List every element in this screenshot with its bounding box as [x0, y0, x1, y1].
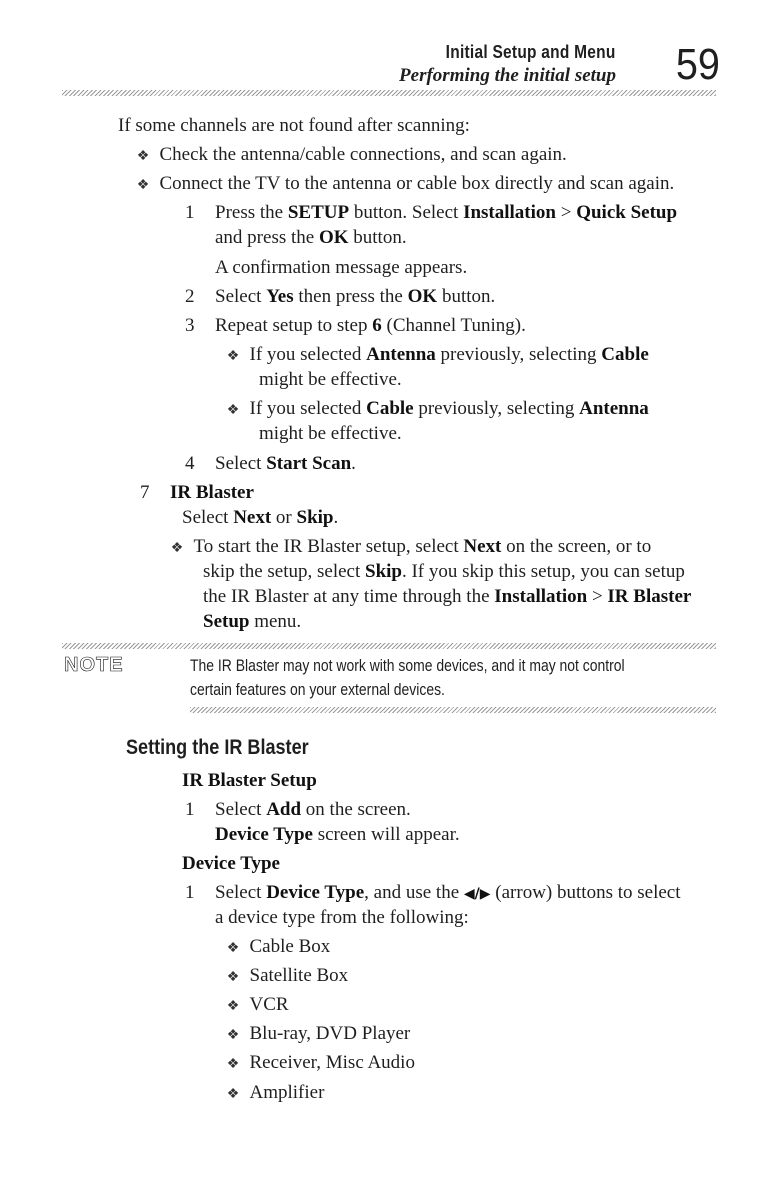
section-heading: Setting the IR Blaster	[126, 736, 309, 759]
section-subtitle: Performing the initial setup	[399, 65, 616, 86]
step-4-text: Select Start Scan.	[215, 453, 356, 474]
page-number: 59	[675, 40, 720, 89]
step-1-text-cont: and press the OK button.	[215, 227, 407, 248]
bullet-item: ❖ To start the IR Blaster setup, select Next on the screen, or to	[170, 535, 651, 561]
bullet-icon: ❖	[136, 149, 150, 164]
add-step-text: Select Add on the screen.	[215, 799, 411, 820]
device-type-step-cont: a device type from the following:	[215, 907, 469, 928]
device-type-option: ❖ Satellite Box	[226, 964, 348, 990]
intro-text: If some channels are not found after scanning:	[118, 115, 470, 136]
step-number: 1	[185, 202, 195, 223]
bullet-item: ❖ If you selected Cable previously, selecting Antenna	[226, 397, 649, 423]
device-type-option: ❖ Receiver, Misc Audio	[226, 1051, 415, 1077]
step-number: 3	[185, 315, 195, 336]
step-7-title: IR Blaster	[170, 482, 254, 503]
step-7-text: Select Next or Skip.	[182, 507, 339, 528]
bullet-icon: ❖	[226, 1028, 240, 1043]
subheading-ir-blaster-setup: IR Blaster Setup	[182, 770, 317, 791]
device-type-option: ❖ Amplifier	[226, 1081, 324, 1107]
arrow-buttons-icon: ◀/▶	[463, 886, 491, 902]
bullet-icon: ❖	[226, 1087, 240, 1102]
chapter-title: Initial Setup and Menu	[446, 42, 616, 62]
note-divider-top	[62, 643, 716, 649]
step-2-text: Select Yes then press the OK button.	[215, 286, 496, 307]
note-line-1: The IR Blaster may not work with some devices, and it may not control	[190, 656, 625, 675]
bullet-icon: ❖	[226, 970, 240, 985]
bullet-item-cont: Setup menu.	[203, 611, 302, 632]
bullet-item-cont: the IR Blaster at any time through the Installation > IR Blaster	[203, 586, 692, 607]
bullet-icon: ❖	[226, 999, 240, 1014]
step-number: 7	[140, 482, 150, 503]
bullet-item: ❖ Check the antenna/cable connections, and scan again.	[136, 143, 567, 169]
bullet-icon: ❖	[136, 178, 150, 193]
bullet-icon: ❖	[226, 349, 240, 364]
add-step-result: Device Type screen will appear.	[215, 824, 460, 845]
note-line-2: certain features on your external devices.	[190, 680, 445, 699]
step-number: 1	[185, 882, 195, 903]
bullet-icon: ❖	[170, 541, 184, 556]
device-type-option: ❖ Blu-ray, DVD Player	[226, 1022, 410, 1048]
step-number: 1	[185, 799, 195, 820]
step-1-result: A confirmation message appears.	[215, 257, 468, 278]
note-label: NOTE	[64, 654, 124, 676]
step-number: 2	[185, 286, 195, 307]
bullet-icon: ❖	[226, 941, 240, 956]
bullet-item-cont: might be effective.	[259, 423, 402, 444]
bullet-icon: ❖	[226, 1057, 240, 1072]
subheading-device-type: Device Type	[182, 853, 280, 874]
step-3-text: Repeat setup to step 6 (Channel Tuning).	[215, 315, 526, 336]
step-number: 4	[185, 453, 195, 474]
header-divider	[62, 90, 716, 96]
bullet-item-cont: skip the setup, select Skip. If you skip this setup, you can setup	[203, 561, 685, 582]
bullet-icon: ❖	[226, 403, 240, 418]
device-type-option: ❖ VCR	[226, 993, 289, 1019]
bullet-item: ❖ If you selected Antenna previously, selecting Cable	[226, 343, 649, 369]
device-type-option: ❖ Cable Box	[226, 935, 330, 961]
bullet-item-cont: might be effective.	[259, 369, 402, 390]
bullet-item: ❖ Connect the TV to the antenna or cable box directly and scan again.	[136, 172, 674, 198]
device-type-step-text: Select Device Type, and use the ◀/▶ (arrow) buttons to select	[215, 882, 681, 903]
note-divider-bottom	[190, 707, 716, 713]
step-1-text: Press the SETUP button. Select Installation > Quick Setup	[215, 202, 678, 223]
